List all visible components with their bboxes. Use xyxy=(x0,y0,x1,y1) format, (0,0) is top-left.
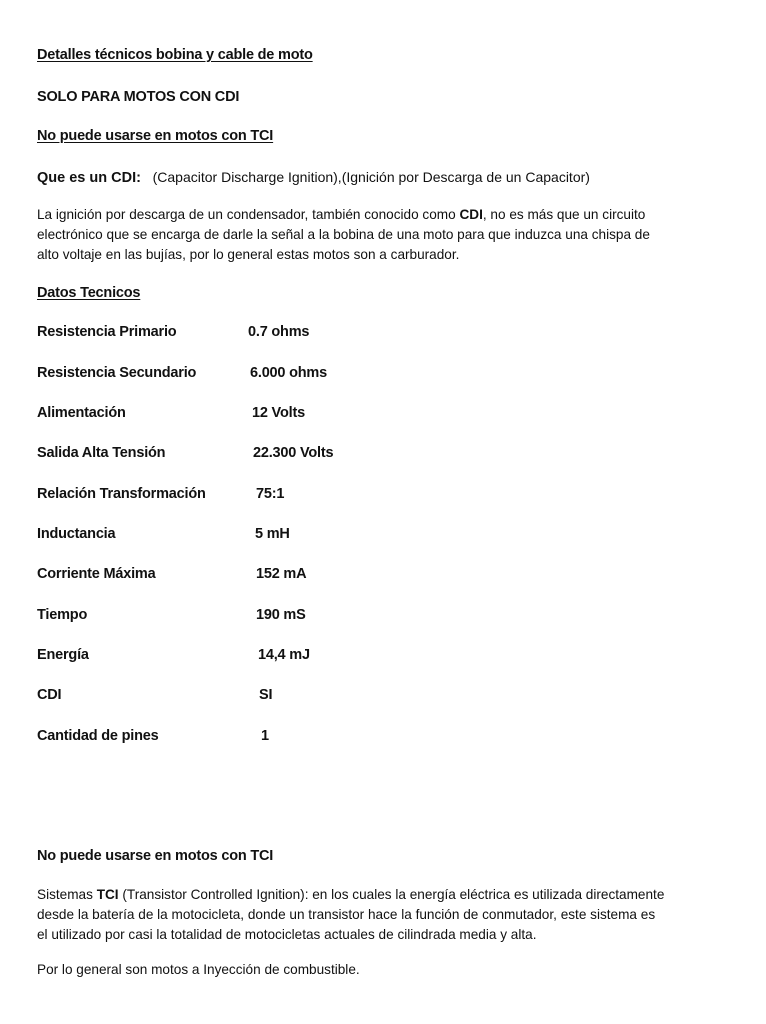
cdi-paragraph-line-2: electrónico que se encarga de darle la señal a la bobina de una moto para que induzca una chispa de xyxy=(37,227,650,242)
spec-label: Tiempo xyxy=(37,607,88,623)
final-note: Por lo general son motos a Inyección de combustible. xyxy=(37,962,360,977)
cdi-question-label: Que es un CDI: xyxy=(37,170,141,186)
text-span: Sistemas xyxy=(37,887,97,902)
spec-label: Inductancia xyxy=(37,526,116,542)
spec-row xyxy=(37,445,334,461)
cdi-definition: (Capacitor Discharge Ignition),(Ignición por Descarga de un Capacitor) xyxy=(152,169,590,185)
datos-tecnicos-title: Datos Tecnicos xyxy=(37,285,141,301)
spec-label: Relación Transformación xyxy=(37,486,206,502)
tci-heading: No puede usarse en motos con TCI xyxy=(37,848,274,864)
spec-value: 22.300 Volts xyxy=(253,445,334,461)
spec-row xyxy=(37,607,306,623)
tci-paragraph-line-1 xyxy=(37,885,732,905)
spec-row xyxy=(37,566,307,582)
spec-row xyxy=(37,324,310,340)
spec-row xyxy=(37,526,290,542)
spec-row xyxy=(37,687,273,703)
spec-value: 12 Volts xyxy=(252,405,305,421)
spec-value: 75:1 xyxy=(256,486,285,502)
bold-term: CDI xyxy=(459,207,483,222)
document-title: Detalles técnicos bobina y cable de moto xyxy=(37,47,313,63)
cdi-paragraph-line-1 xyxy=(37,205,732,225)
tci-paragraph xyxy=(37,885,732,945)
text-span: , no es más que un circuito xyxy=(482,207,646,222)
cdi-paragraph-line-3: alto voltaje en las bujías, por lo general estas motos son a carburador. xyxy=(37,247,460,262)
spec-value: 0.7 ohms xyxy=(248,324,310,340)
spec-label: Cantidad de pines xyxy=(37,728,159,744)
spec-label: Alimentación xyxy=(37,405,126,421)
spec-label: CDI xyxy=(37,687,62,703)
spec-row xyxy=(37,486,285,502)
spec-label: Resistencia Secundario xyxy=(37,365,197,381)
spec-label: Corriente Máxima xyxy=(37,566,156,582)
spec-value: 152 mA xyxy=(256,566,307,582)
text-span: (Transistor Controlled Ignition): en los cuales la energía eléctrica es utilizada directamente xyxy=(118,887,665,902)
spec-label: Resistencia Primario xyxy=(37,324,177,340)
spec-value: 5 mH xyxy=(255,526,290,542)
cdi-only-notice: SOLO PARA MOTOS CON CDI xyxy=(37,89,240,105)
text-span: La ignición por descarga de un condensador, también conocido como xyxy=(37,207,460,222)
spec-value: 14,4 mJ xyxy=(258,647,310,663)
spec-value: 190 mS xyxy=(256,607,306,623)
tci-paragraph-line-2: desde la batería de la motocicleta, donde un transistor hace la función de conmutador, este sistema es xyxy=(37,907,656,922)
spec-row xyxy=(37,405,305,421)
spec-row xyxy=(37,647,310,663)
spec-label: Energía xyxy=(37,647,89,663)
tci-paragraph-line-3: el utilizado por casi la totalidad de motocicletas actuales de cilindrada media y alta. xyxy=(37,927,537,942)
spec-value: SI xyxy=(259,687,273,703)
spec-row xyxy=(37,728,269,744)
cdi-question xyxy=(37,169,590,186)
tci-warning: No puede usarse en motos con TCI xyxy=(37,128,274,144)
spec-row xyxy=(37,365,327,381)
spec-label: Salida Alta Tensión xyxy=(37,445,166,461)
spec-value: 1 xyxy=(261,728,269,744)
spec-value: 6.000 ohms xyxy=(250,365,327,381)
cdi-paragraph xyxy=(37,205,732,265)
bold-term: TCI xyxy=(96,887,119,902)
